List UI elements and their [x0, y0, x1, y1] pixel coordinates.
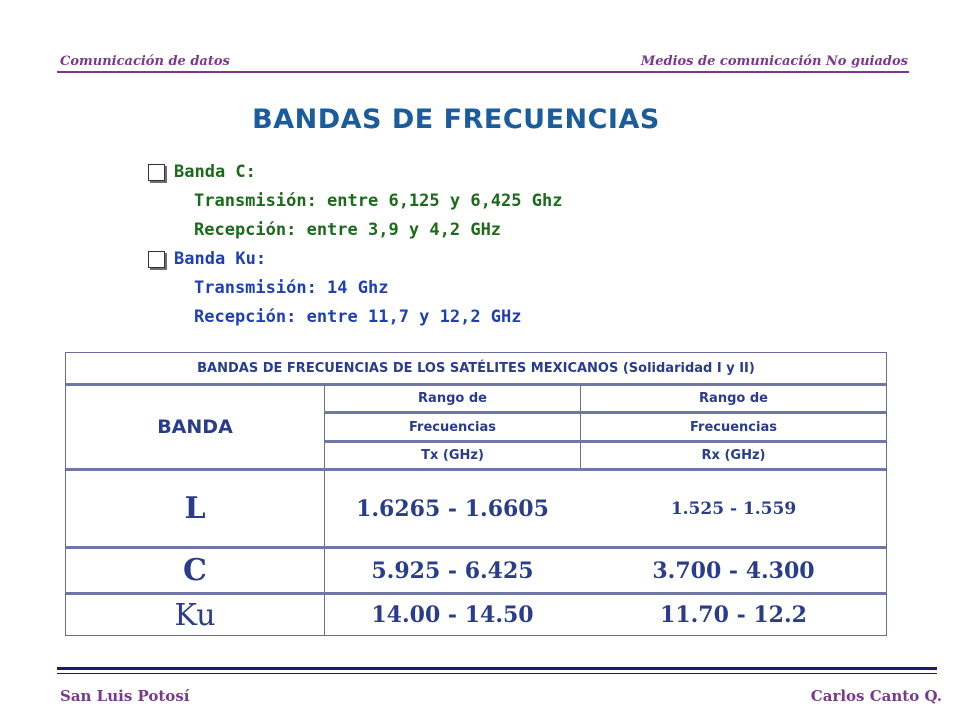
header-right: Medios de comunicación No guiados — [640, 54, 908, 69]
band-cell: C — [183, 553, 207, 588]
rx-header-line: Rx (GHz) — [701, 448, 766, 463]
rx-range-cell: 1.525 - 1.559 — [670, 498, 797, 519]
band-cell: L — [184, 491, 206, 526]
bullet-subline: Recepción: entre 11,7 y 12,2 GHz — [194, 307, 522, 327]
tx-header-line: Rango de — [418, 391, 487, 406]
tx-header-line: Frecuencias — [409, 419, 496, 435]
table-caption: BANDAS DE FRECUENCIAS DE LOS SATÉLITES MEXICANOS (Solidaridad I y II) — [197, 360, 755, 376]
bullet-label: Banda Ku: — [174, 249, 267, 269]
bullet-list — [148, 158, 562, 332]
footer-right: Carlos Canto Q. — [810, 687, 942, 705]
banda-header: BANDA — [157, 416, 233, 438]
footer-divider — [57, 673, 937, 674]
bullet-subline: Transmisión: 14 Ghz — [194, 278, 389, 298]
header-divider — [57, 71, 909, 73]
bullet-subline: Transmisión: entre 6,125 y 6,425 Ghz — [194, 191, 563, 211]
tx-range-cell: 5.925 - 6.425 — [371, 557, 534, 584]
bullet-item-banda-c — [148, 158, 562, 187]
frequency-table — [65, 352, 887, 636]
footer-left: San Luis Potosí — [60, 687, 190, 705]
bullet-subline: Recepción: entre 3,9 y 4,2 GHz — [194, 220, 502, 240]
square-bullet-icon — [148, 251, 165, 268]
rx-range-cell: 11.70 - 12.2 — [660, 602, 807, 628]
footer-divider — [57, 667, 937, 670]
tx-header-line: Tx (GHz) — [421, 448, 484, 463]
page-title: BANDAS DE FRECUENCIAS — [252, 104, 660, 135]
rx-range-cell: 3.700 - 4.300 — [652, 557, 815, 584]
rx-header-line: Frecuencias — [690, 419, 777, 435]
header-left: Comunicación de datos — [60, 54, 230, 69]
tx-range-cell: 14.00 - 14.50 — [371, 602, 534, 628]
rx-header-line: Rango de — [699, 391, 768, 406]
square-bullet-icon — [148, 164, 165, 181]
tx-range-cell: 1.6265 - 1.6605 — [356, 495, 549, 522]
band-cell: Ku — [174, 597, 216, 633]
bullet-item-banda-ku — [148, 245, 562, 274]
bullet-label: Banda C: — [174, 162, 256, 182]
